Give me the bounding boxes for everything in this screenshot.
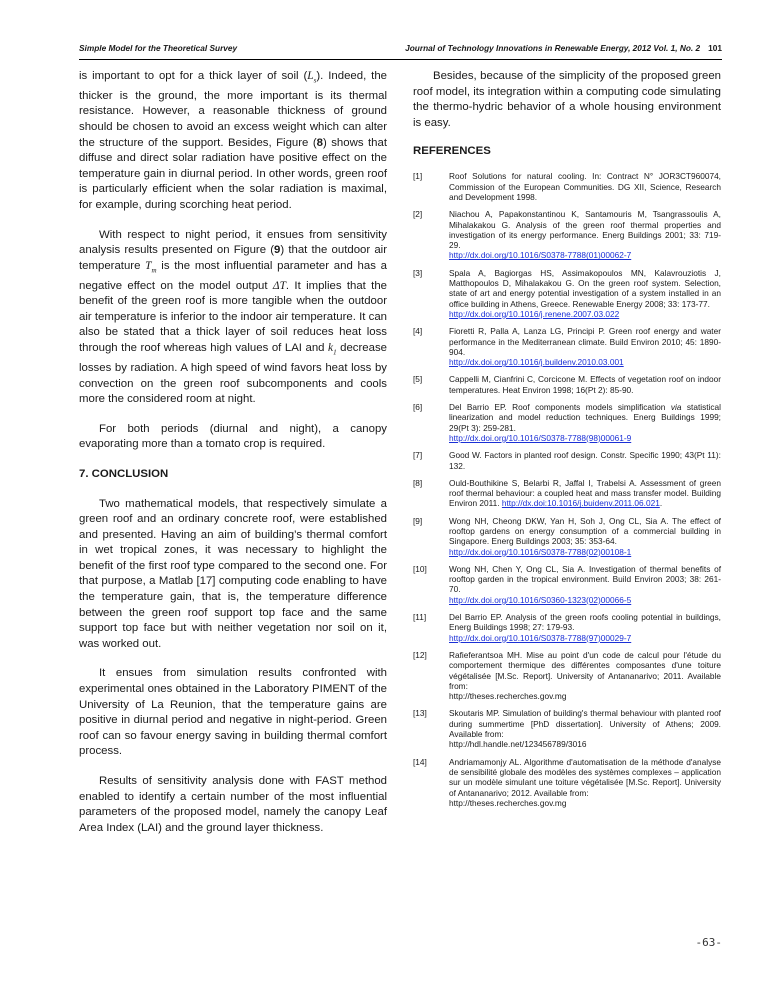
doi-link[interactable]: http://dx.doi.org/10.1016/S0378-7788(97)00029-7 [449, 632, 632, 643]
header-journal-name: Journal of Technology Innovations in Renewable Energy, 2012 Vol. 1, No. 2 [405, 43, 701, 53]
url-text: http://theses.recherches.gov.mg [449, 691, 567, 702]
paragraph-both-periods: For both periods (diurnal and night), a canopy evaporating more than a tomato crop is required. [79, 422, 387, 451]
reference-item: [3] Spala A, Bagiorgas HS, Assimakopoulos MN, Kalavrouziotis J, Matthopoulos D, Mihalakakou G. On the green roof system. Selection, state of art and energy potential investigation of a system installed in an office building in Athens, Greece. Renewable Energy 2008; 33: 173-77. http://dx.doi.org/10.1016/j.renene.2007.03.022 [413, 267, 721, 319]
doi-link[interactable]: http://dx.doi:10.1016/j.buidenv.2011.06.021 [501, 498, 660, 509]
doi-link[interactable]: http://dx.doi.org/10.1016/S0378-7788(98)00061-9 [449, 432, 632, 443]
figure-ref-9: 9 [274, 244, 281, 257]
conclusion-paragraph-1: Two mathematical models, that respectively simulate a green roof and an ordinary concrete roof, were established and presented. Having an aim of building’s thermal comfort in wet tropical zones, it was necessary to highlight the benefit of the first roof type compared to the second one. For that purpose, a Matlab [17] computing code enabling to have the temperature gain, that is, the temperature difference between the green roof support top face and the same support top face but with neither vegetation nor soil on it, was worked out. [79, 497, 387, 650]
reference-item: [2] Niachou A, Papakonstantinou K, Santamouris M, Tsangrassoulis A, Mihalakakou G. Analysis of the green roof thermal properties and investigation of its energy performance. Energ Buildings 2001; 33: 719-29. http://dx.doi.org/10.1016/S0378-7788(01)00062-7 [413, 209, 721, 261]
header-short-title: Simple Model for the Theoretical Survey [79, 43, 238, 53]
paragraph-night-period: With respect to night period, it ensues from sensitivity analysis results presented on Figure (9) that the outdoor air temperature $T_m$ is the most influential parameter and has a negative effect on the model output ΔT. It implies that the benefit of the green roof is more tangible when the outdoor air temperature is inferior to the indoor air temperature. It can also be stated that a thick layer of soil reduces heat loss through the roof whereas high values of LAI and $k_1$ decrease losses by radiation. A high speed of wind favors heat loss by convection on the green roof subcomponents and cools more the considered room at night. [79, 228, 388, 406]
reference-item: [13] Skoutaris MP. Simulation of building's thermal behaviour with planted roof during summertime [PhD dissertation]. University of Athens; 2009. Available from: http://hdl.handle.net/123456789/3016 [413, 708, 721, 750]
symbol-k1: $k_1$ [328, 342, 337, 357]
url-text: http://hdl.handle.net/123456789/3016 [449, 739, 587, 750]
left-column [79, 69, 387, 850]
reference-item: [8] Ould-Bouthikine S, Belarbi R, Jaffal I, Trabelsi A. Assessment of green roof thermal behaviour: a coupled heat and mass transfer model. Building Environ 2011. http://dx.doi:10.1016/j.buidenv.2011.06.021. [413, 477, 721, 509]
paragraph-soil-thickness: is important to opt for a thick layer of soil $(L_s)$. Indeed, the thicker is the ground, the more important is its thermal resistance. However, a reasonable thickness of ground should be chosen to avoid an excess weight which can alter the structure of the support. Besides, Figure (8) shows that diffuse and direct solar radiation have positive effect on the temperature gain in diurnal period. In other words, green roof is particularly efficient when the solar radiation is maximal, for example, during scorching heat period. [79, 70, 387, 212]
header-page-number: 101 [708, 43, 722, 53]
symbol-tm: $T_m$ [145, 259, 157, 275]
doi-link[interactable]: http://dx.doi.org/10.1016/j.renene.2007.03.022 [449, 308, 620, 319]
conclusion-paragraph-3: Results of sensitivity analysis done with FAST method enabled to identify a certain number of the most influential parameters of the proposed model, namely the canopy Leaf Area Index (LAI) and the ground layer thickness. [79, 775, 387, 834]
figure-ref-8: 8 [316, 136, 323, 149]
paragraph-integration: Besides, because of the simplicity of the proposed green roof model, its integration within a computing code simulating the thermo-hydric behavior of a whole housing environment is easy. [413, 70, 721, 129]
reference-item: [14] Andriamamonjy AL. Algorithme d'automatisation de la méthode d'analyse de sensibilité globale des modèles des systèmes complexes – application sur un modèle simulant une toiture végétalisée [M.Sc. Report]. University of Antananarivo; 2012. Available from: http://theses.recherches.gov.mg [413, 756, 721, 808]
reference-item: [10] Wong NH, Chen Y, Ong CL, Sia A. Investigation of thermal benefits of rooftop garden in the tropical environment. Build Environ 2003; 38: 261-70. http://dx.doi.org/10.1016/S0360-1323(02)00066-5 [413, 563, 721, 605]
reference-item: [12] Rafieferantsoa MH. Mise au point d'un code de calcul pour l'étude du comportement thermique des différentes composantes d'une toiture végétalisée [M.Sc. Report]. University of Antananarivo; 2011. Available from: http://theses.recherches.gov.mg [413, 649, 721, 702]
running-header [79, 43, 722, 57]
url-text: http://theses.recherches.gov.mg [449, 797, 567, 808]
conclusion-paragraph-2: It ensues from simulation results confronted with experimental ones obtained in the Laboratory PIMENT of the University of La Reunion, that the temperature gains are positive in diurnal period and negative in night-period. Green roof can so favour energy saving in building thermal comfort process. [79, 667, 387, 758]
reference-item: [1] Roof Solutions for natural cooling. In: Contract N° JOR3CT960074, Commission of the European Communities. DG XII, Science, Research and Development 1998. [413, 171, 721, 202]
reference-list [413, 171, 721, 808]
doi-link[interactable]: http://dx.doi.org/10.1016/S0360-1323(02)00066-5 [449, 594, 632, 605]
reference-item: [7] Good W. Factors in planted roof design. Constr. Specific 1990; 43(Pt 11): 132. [413, 450, 721, 471]
references-heading: REFERENCES [413, 145, 491, 158]
header-journal [405, 43, 722, 53]
doi-link[interactable]: http://dx.doi.org/10.1016/S0378-7788(01)00062-7 [449, 250, 632, 261]
doi-link[interactable]: http://dx.doi.org/10.1016/S0378-7788(02)00108-1 [449, 546, 632, 557]
doi-link[interactable]: http://dx.doi.org/10.1016/j.buildenv.2010.03.001 [449, 357, 624, 368]
conclusion-heading: 7. CONCLUSION [79, 467, 169, 480]
header-rule [79, 59, 722, 60]
reference-item: [5] Cappelli M, Cianfrini C, Corcicone M. Effects of vegetation roof on indoor temperatures. Heat Environ 1998; 16(Pt 2): 85-90. [413, 374, 721, 395]
reference-item: [11] Del Barrio EP. Analysis of the green roofs cooling potential in buildings, Energ Buildings 1998; 27: 179-93. http://dx.doi.org/10.1016/S0378-7788(97)00029-7 [413, 612, 721, 643]
symbol-ls: $L_s$ [307, 70, 317, 85]
reference-item: [9] Wong NH, Cheong DKW, Yan H, Soh J, Ong CL, Sia A. The effect of rooftop gardens on energy consumption of a commercial building in Singapore. Energ Buildings 2003; 35: 353-64. http://dx.doi.org/10.1016/S0378-7788(02)00108-1 [413, 515, 721, 557]
reference-item: [6] Del Barrio EP. Roof components models simplification via statistical linearization and model reduction techniques. Energ Buildings 1999; 29(Pt 3): 259-281. http://dx.doi.org/10.1016/S0378-7788(98)00061-9 [413, 402, 721, 443]
page-footer-number: -63- [695, 936, 722, 949]
right-column [413, 69, 721, 815]
symbol-delta-t: ΔT [272, 279, 286, 292]
reference-item: [4] Fioretti R, Palla A, Lanza LG, Principi P. Green roof energy and water performance in the Mediterranean climate. Build Environ 2010; 45: 1890-904. http://dx.doi.org/10.1016/j.buildenv.2010.03.001 [413, 326, 721, 368]
